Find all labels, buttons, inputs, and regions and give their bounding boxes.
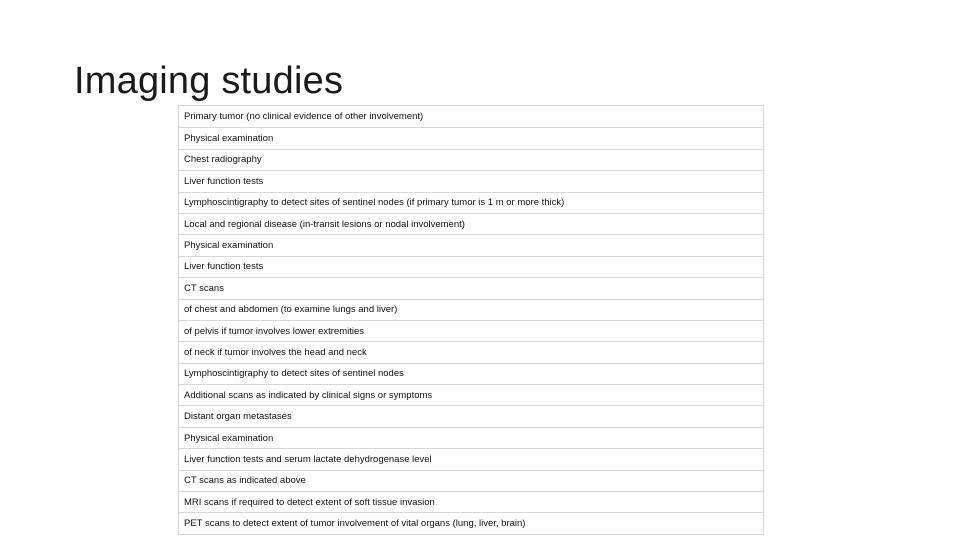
table-row: of neck if tumor involves the head and neck [179,341,763,362]
imaging-studies-table [178,105,764,535]
table-row: Physical examination [179,427,763,448]
table-row: Chest radiography [179,149,763,170]
table-row: of pelvis if tumor involves lower extremities [179,320,763,341]
slide-title: Imaging studies [74,60,344,102]
table-row: Local and regional disease (in-transit lesions or nodal involvement) [179,213,763,234]
table-row: Lymphoscintigraphy to detect sites of sentinel nodes [179,363,763,384]
table-row: PET scans to detect extent of tumor involvement of vital organs (lung, liver, brain) [179,512,763,533]
table-row: Liver function tests [179,256,763,277]
table-row: of chest and abdomen (to examine lungs and liver) [179,299,763,320]
table-row: Physical examination [179,234,763,255]
table-row: Additional scans as indicated by clinical signs or symptoms [179,384,763,405]
table-row: CT scans as indicated above [179,470,763,491]
table-row: CT scans [179,277,763,298]
table-row: Physical examination [179,127,763,148]
table-row: MRI scans if required to detect extent of soft tissue invasion [179,491,763,512]
table-row: Lymphoscintigraphy to detect sites of sentinel nodes (if primary tumor is 1 m or more thick) [179,192,763,213]
table-row: Primary tumor (no clinical evidence of other involvement) [184,111,424,123]
table-row: Liver function tests and serum lactate dehydrogenase level [179,448,763,469]
table-row: Distant organ metastases [179,405,763,426]
table-row: Liver function tests [179,170,763,191]
